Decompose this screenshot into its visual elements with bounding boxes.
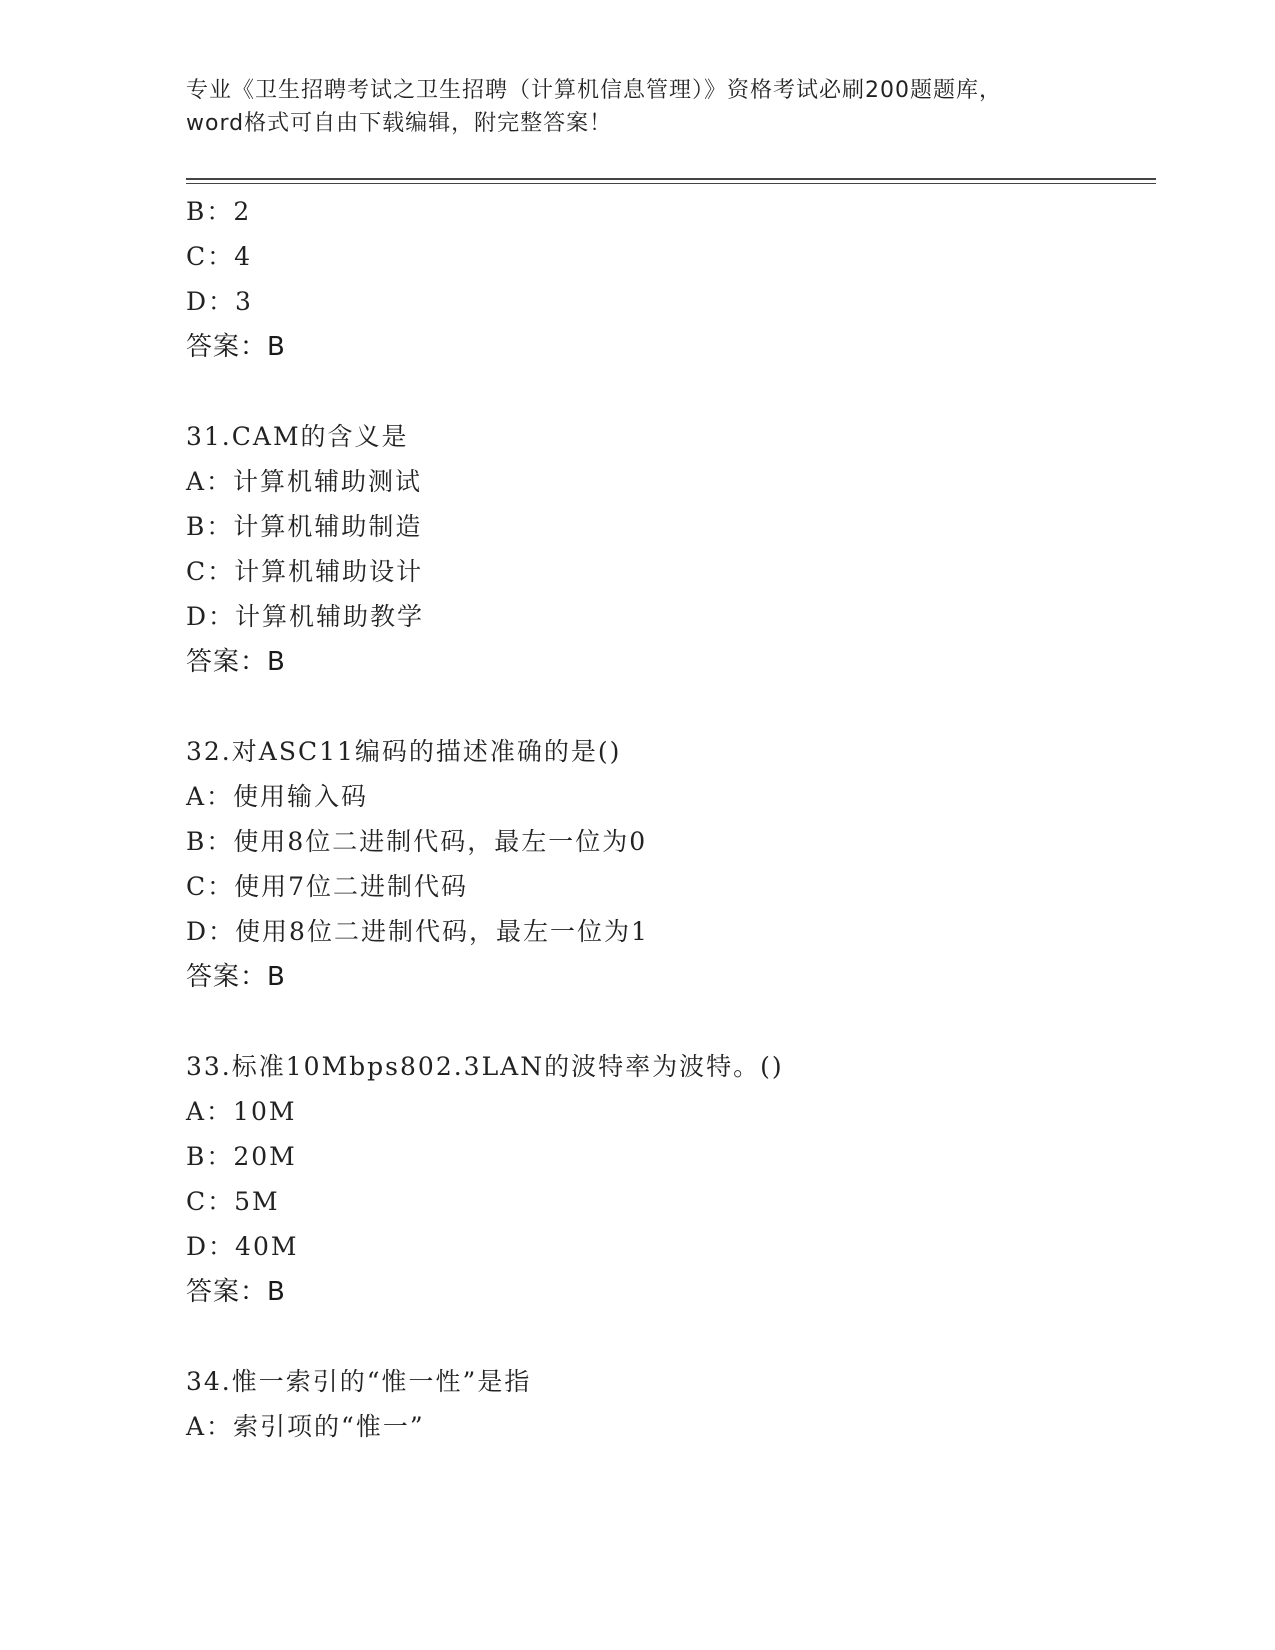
question-31-answer: 答案：B [186, 647, 286, 677]
option-b: B：2 [186, 197, 252, 226]
question-33-option-a: A：10M [186, 1097, 297, 1126]
question-32-option-a: A：使用输入码 [186, 782, 369, 811]
header-title-line-1: 专业《卫生招聘考试之卫生招聘（计算机信息管理）》资格考试必刷200题题库， [186, 78, 1002, 103]
question-33-stem: 33.标准10Mbps802.3LAN的波特率为波特。() [186, 1052, 784, 1081]
question-32-option-c: C：使用7位二进制代码 [186, 872, 469, 901]
question-34-option-a: A：索引项的“惟一” [186, 1412, 425, 1441]
header-divider [186, 178, 1156, 184]
question-32-option-d: D：使用8位二进制代码，最左一位为1 [186, 917, 649, 946]
question-31-stem: 31.CAM的含义是 [186, 422, 409, 451]
question-31-option-c: C：计算机辅助设计 [186, 557, 424, 586]
question-33-option-c: C：5M [186, 1187, 280, 1216]
question-31-option-b: B：计算机辅助制造 [186, 512, 423, 541]
question-34-stem: 34.惟一索引的“惟一性”是指 [186, 1367, 532, 1396]
question-31-option-d: D：计算机辅助教学 [186, 602, 425, 631]
question-32-answer: 答案：B [186, 962, 286, 992]
option-d: D：3 [186, 287, 253, 316]
option-c: C：4 [186, 242, 253, 271]
question-32-stem: 32.对ASC11编码的描述准确的是() [186, 737, 622, 766]
answer-line: 答案：B [186, 332, 286, 362]
question-33-option-d: D：40M [186, 1232, 299, 1261]
question-31-option-a: A：计算机辅助测试 [186, 467, 423, 496]
question-33-answer: 答案：B [186, 1277, 286, 1307]
question-33-option-b: B：20M [186, 1142, 297, 1171]
question-32-option-b: B：使用8位二进制代码，最左一位为0 [186, 827, 648, 856]
document-header [186, 74, 1086, 140]
header-title-line-2: word格式可自由下载编辑，附完整答案！ [186, 111, 613, 136]
